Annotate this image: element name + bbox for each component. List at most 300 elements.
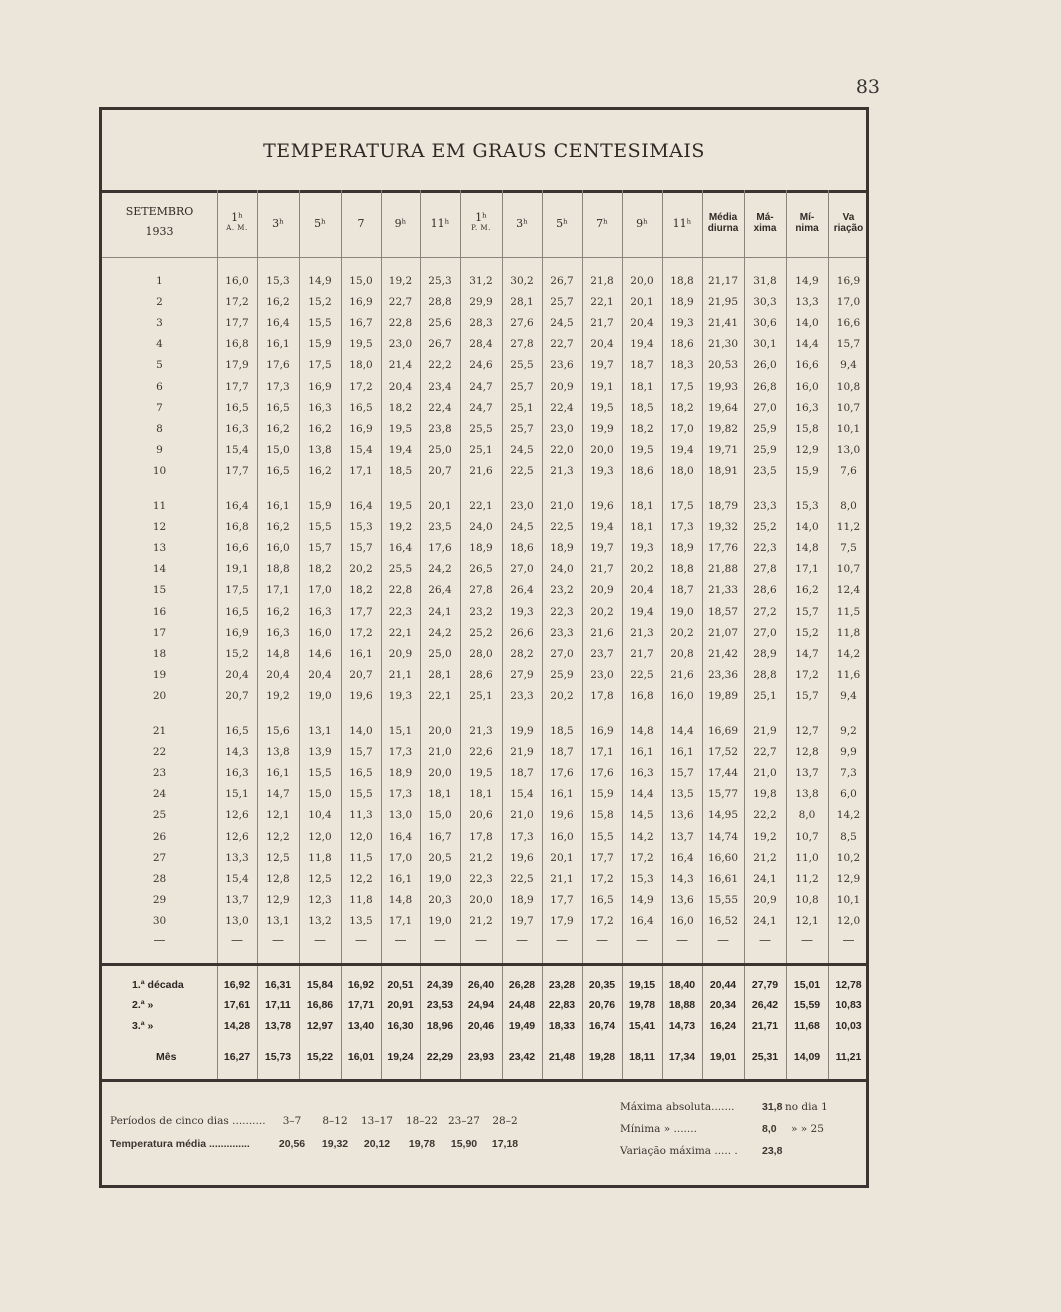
table-cell: 16,4 [388,830,413,843]
table-cell: 16,4 [388,542,413,555]
table-cell: 27,9 [510,668,534,681]
table-cell: 12,3 [308,893,332,906]
max-abs-label: Máxima absoluta....... [620,1101,735,1113]
day-number: 24 [152,788,167,801]
table-cell: 12,0 [836,914,861,927]
dash-mark: — [556,933,568,947]
table-cell: 13,3 [225,851,249,864]
summary-cell: 24,94 [467,999,495,1011]
table-cell: 19,6 [590,500,614,512]
temperature-table [99,107,869,1188]
table-cell: 17,8 [469,830,493,843]
summary-cell: 10,83 [835,999,862,1011]
table-cell: 22,3 [469,872,493,885]
table-cell: 18,79 [707,500,739,512]
table-cell: 21,42 [707,647,739,660]
table-cell: 11,5 [836,605,861,618]
table-cell: 16,5 [590,893,614,906]
table-cell: 17,3 [388,746,413,759]
table-cell: 21,0 [428,746,452,759]
table-cell: 15,8 [590,809,614,822]
table-cell: 20,53 [707,359,739,372]
table-cell: 28,4 [469,338,493,351]
table-cell: 28,8 [428,296,452,309]
table-cell: 19,0 [428,872,452,885]
table-cell: 12,9 [266,893,290,906]
table-cell: 17,2 [349,626,373,639]
table-cell: 15,4 [225,443,249,456]
table-cell: 15,5 [308,767,332,780]
summary-cell: 15,41 [628,1020,656,1032]
dash-mark: — [717,933,729,947]
table-cell: 24,2 [428,563,452,576]
table-cell: 16,3 [225,422,249,435]
table-cell: 15,3 [795,500,819,512]
table-cell: 16,0 [266,542,290,555]
table-cell: 24,5 [510,443,534,456]
dash-mark: — [314,933,326,947]
table-cell: 21,17 [707,275,739,287]
table-cell: 27,8 [753,563,777,576]
table-cell: 19,7 [590,542,614,555]
table-cell: 16,6 [795,359,819,372]
table-cell: 20,2 [590,605,614,618]
dash-mark: — [355,933,367,947]
day-number: 25 [152,809,167,822]
table-cell: 13,7 [225,893,249,906]
table-cell: 12,8 [795,746,819,759]
var-max-value: 23,8 [762,1145,783,1157]
table-cell: 14,5 [630,809,654,822]
column-header-main: 5ʰ [314,217,326,230]
table-cell: 19,32 [707,521,739,534]
table-cell: 24,5 [550,317,574,330]
table-cell: 21,2 [753,851,777,864]
table-cell: 20,2 [630,563,654,576]
summary-cell: 15,01 [793,979,821,991]
table-cell: 16,0 [795,380,819,393]
table-cell: 19,9 [590,422,614,435]
table-cell: 20,1 [428,500,452,512]
table-cell: 20,7 [349,668,373,681]
table-cell: 18,9 [670,296,694,309]
table-cell: 21,2 [469,851,493,864]
table-cell: 16,0 [670,689,694,702]
day-number: 11 [152,500,167,512]
summary-cell: 20,34 [709,999,737,1011]
table-cell: 18,0 [349,359,373,372]
table-cell: 13,5 [670,788,694,801]
summary-cell: 20,35 [588,979,616,991]
period-mean: 15,90 [450,1138,478,1150]
day-number: 5 [156,359,163,372]
dash-mark: — [676,933,688,947]
table-cell: 20,5 [428,851,452,864]
table-cell: 16,2 [266,296,290,309]
table-cell: 25,0 [428,647,452,660]
table-cell: 12,1 [266,809,290,822]
table-cell: 15,9 [308,338,332,351]
table-cell: 18,6 [630,464,654,477]
table-cell: 17,0 [670,422,694,435]
mean-temp-label: Temperatura média .............. [110,1138,250,1150]
table-cell: 10,7 [795,830,819,843]
table-cell: 18,9 [388,767,413,780]
day-number: 1 [156,275,163,287]
table-cell: 17,1 [590,746,614,759]
table-cell: 23,0 [590,668,614,681]
summary-divider [102,963,866,966]
table-cell: 17,2 [795,668,819,681]
table-cell: 19,5 [388,500,413,512]
table-cell: 24,7 [469,401,493,414]
column-header [299,218,341,230]
table-cell: 19,2 [388,521,413,534]
day-number: 14 [152,563,167,576]
table-cell: 17,9 [550,914,574,927]
table-cell: 17,2 [349,380,373,393]
table-cell: 18,9 [670,542,694,555]
table-cell: 17,76 [707,542,739,555]
table-cell: 12,8 [266,872,290,885]
table-cell: 18,8 [670,563,694,576]
table-cell: 16,1 [266,338,290,351]
table-cell: 12,6 [225,809,249,822]
dash-mark: — [272,933,284,947]
summary-cell: 16,01 [347,1051,375,1063]
table-cell: 21,3 [550,464,574,477]
table-cell: 15,0 [266,443,290,456]
table-cell: 19,4 [630,338,654,351]
table-cell: 15,0 [308,788,332,801]
table-cell: 21,1 [550,872,574,885]
table-cell: 16,0 [225,275,249,287]
summary-cell: 17,71 [347,999,375,1011]
table-cell: 13,6 [670,893,694,906]
table-cell: 10,4 [308,809,332,822]
table-cell: 21,3 [469,725,493,737]
table-cell: 23,2 [469,605,493,618]
table-cell: 17,3 [670,521,694,534]
table-cell: 18,8 [266,563,290,576]
summary-cell: 16,92 [223,979,251,991]
table-cell: 21,0 [550,500,574,512]
day-number: 19 [152,668,167,681]
table-cell: 24,1 [753,914,777,927]
table-cell: 19,4 [388,443,413,456]
table-cell: 14,7 [266,788,290,801]
summary-cell: 22,29 [426,1051,454,1063]
table-cell: 18,9 [510,893,534,906]
table-cell: 12,1 [795,914,819,927]
summary-cell: 16,30 [387,1020,414,1032]
day-number: 10 [152,464,167,477]
table-cell: 25,9 [753,443,777,456]
table-cell: 26,4 [428,584,452,597]
table-cell: 17,2 [225,296,249,309]
table-cell: 12,9 [795,443,819,456]
table-cell: 12,5 [308,872,332,885]
table-cell: 19,3 [630,542,654,555]
table-cell: 16,7 [349,317,373,330]
table-cell: 28,0 [469,647,493,660]
table-cell: 24,7 [469,380,493,393]
table-cell: 16,3 [308,401,332,414]
table-cell: 20,4 [590,338,614,351]
table-cell: 10,1 [836,422,861,435]
summary-cell: 20,46 [467,1020,495,1032]
table-cell: 15,5 [308,317,332,330]
day-number: 20 [152,689,167,702]
table-cell: 25,1 [753,689,777,702]
table-cell: 23,5 [428,521,452,534]
table-cell: 19,71 [707,443,739,456]
table-cell: 22,3 [388,605,413,618]
min-abs-suffix: » » 25 [791,1123,824,1135]
summary-cell: 19,49 [508,1020,536,1032]
table-cell: 20,9 [550,380,574,393]
table-cell: 16,2 [308,464,332,477]
table-cell: 22,8 [388,584,413,597]
table-cell: 15,5 [349,788,373,801]
table-cell: 20,7 [225,689,249,702]
table-cell: 21,7 [630,647,654,660]
table-cell: 22,1 [469,500,493,512]
summary-cell: 17,11 [265,999,291,1011]
column-header [257,218,299,230]
summary-cell: 16,27 [223,1051,251,1063]
table-cell: 21,2 [469,914,493,927]
table-cell: 16,9 [225,626,249,639]
table-cell: 28,3 [469,317,493,330]
table-cell: 22,2 [428,359,452,372]
table-cell: 17,7 [225,464,249,477]
summary-cell: 15,59 [793,999,821,1011]
table-cell: 16,1 [630,746,654,759]
table-cell: 27,0 [510,563,534,576]
var-max-label: Variação máxima ..... . [620,1145,738,1157]
table-cell: 17,3 [510,830,534,843]
table-cell: 22,2 [753,809,777,822]
table-cell: 18,91 [707,464,739,477]
period-mean: 17,18 [491,1138,519,1150]
summary-cell: 14,73 [668,1020,696,1032]
table-cell: 14,7 [795,647,819,660]
table-cell: 25,1 [510,401,534,414]
table-cell: 14,0 [795,317,819,330]
period-mean: 19,32 [321,1138,349,1150]
table-cell: 16,3 [630,767,654,780]
table-cell: 30,1 [753,338,777,351]
table-cell: 11,2 [795,872,819,885]
table-cell: 11,0 [795,851,819,864]
table-cell: 18,9 [469,542,493,555]
table-cell: 15,55 [707,893,739,906]
summary-cell: 19,28 [588,1051,616,1063]
table-cell: 22,5 [510,464,534,477]
table-cell: 14,0 [795,521,819,534]
table-cell: 18,7 [630,359,654,372]
table-cell: 18,2 [349,584,373,597]
table-cell: 21,1 [388,668,413,681]
table-cell: 15,1 [388,725,413,737]
day-number: 2 [156,296,163,309]
table-cell: 28,8 [753,668,777,681]
day-number: 12 [152,521,167,534]
table-cell: 14,4 [795,338,819,351]
summary-cell: 23,93 [467,1051,495,1063]
table-cell: 18,1 [630,380,654,393]
table-cell: 15,77 [707,788,739,801]
table-cell: 16,1 [266,767,290,780]
table-cell: 16,9 [836,275,861,287]
table-cell: 26,8 [753,380,777,393]
table-cell: 22,1 [428,689,452,702]
table-cell: 22,4 [428,401,452,414]
table-cell: 13,1 [308,725,332,737]
table-cell: 10,1 [836,893,861,906]
table-cell: 16,3 [266,626,290,639]
table-cell: 25,0 [428,443,452,456]
table-cell: 16,3 [225,767,249,780]
table-cell: 17,2 [630,851,654,864]
table-cell: 24,2 [428,626,452,639]
table-cell: 10,2 [836,851,861,864]
table-title: TEMPERATURA EM GRAUS CENTESIMAIS [263,140,705,162]
day-number: 26 [152,830,167,843]
table-cell: 13,5 [349,914,373,927]
table-cell: 23,6 [550,359,574,372]
table-cell: 7,6 [840,464,857,477]
table-cell: 11,6 [836,668,861,681]
table-cell: 27,8 [469,584,493,597]
table-cell: 16,9 [590,725,614,737]
column-header-main: 3ʰ [272,217,284,230]
table-cell: 26,7 [550,275,574,287]
table-cell: 20,7 [428,464,452,477]
table-cell: 13,0 [836,443,861,456]
table-cell: 19,4 [670,443,694,456]
header-month-label: SETEMBRO [125,205,194,218]
table-cell: 15,3 [349,521,373,534]
table-cell: 17,8 [590,689,614,702]
table-cell: 15,7 [795,605,819,618]
table-cell: 14,8 [388,893,413,906]
table-cell: 16,5 [266,401,290,414]
table-cell: 16,3 [308,605,332,618]
day-number: 28 [152,872,167,885]
min-abs-label: Mínima » ....... [620,1123,697,1135]
table-cell: 16,61 [707,872,739,885]
table-cell: 23,0 [388,338,413,351]
summary-cell: 16,74 [588,1020,616,1032]
summary-cell: 21,48 [548,1051,576,1063]
table-cell: 25,7 [510,422,534,435]
table-cell: 23,4 [428,380,452,393]
table-cell: 16,2 [266,521,290,534]
table-cell: 20,4 [308,668,332,681]
table-cell: 12,2 [266,830,290,843]
table-cell: 15,7 [836,338,861,351]
table-cell: 17,6 [550,767,574,780]
dash-mark: — [394,933,407,947]
column-header-sub: xima [753,223,777,234]
table-cell: 26,0 [753,359,777,372]
table-cell: 25,7 [510,380,534,393]
table-cell: 21,30 [707,338,739,351]
table-cell: 25,2 [469,626,493,639]
summary-cell: 18,96 [426,1020,454,1032]
table-cell: 9,4 [840,689,857,702]
table-cell: 18,8 [670,275,694,287]
table-cell: 16,6 [836,317,861,330]
table-cell: 16,52 [707,914,739,927]
table-cell: 18,3 [670,359,694,372]
table-cell: 11,5 [349,851,373,864]
title-box [102,110,866,193]
column-header-main: 11ʰ [672,217,692,230]
summary-cell: 23,53 [426,999,454,1011]
table-cell: 22,0 [550,443,574,456]
table-cell: 23,0 [510,500,534,512]
table-cell: 18,9 [550,542,574,555]
table-cell: 26,6 [510,626,534,639]
table-cell: 9,9 [840,746,857,759]
table-cell: 9,4 [840,359,857,372]
table-cell: 8,0 [840,500,857,512]
table-cell: 19,93 [707,380,739,393]
table-cell: 31,8 [753,275,777,287]
table-cell: 14,74 [707,830,739,843]
table-cell: 19,9 [510,725,534,737]
summary-cell: 14,09 [793,1051,821,1063]
summary-label: 2.ª » [132,999,154,1011]
footer-divider [102,1079,866,1082]
table-cell: 20,0 [630,275,654,287]
table-cell: 19,64 [707,401,739,414]
table-cell: 15,9 [590,788,614,801]
table-cell: 16,8 [225,338,249,351]
table-cell: 14,3 [225,746,249,759]
table-cell: 23,8 [428,422,452,435]
table-cell: 23,3 [753,500,777,512]
periods-label: Períodos de cinco dias .......... [110,1115,266,1127]
dash-mark: — [516,933,528,947]
table-cell: 11,8 [349,893,373,906]
day-number: 13 [152,542,167,555]
table-cell: 15,0 [349,275,373,287]
table-cell: 20,4 [225,668,249,681]
summary-cell: 10,03 [835,1020,862,1032]
table-cell: 19,2 [753,830,777,843]
day-number: 30 [152,914,167,927]
table-cell: 27,0 [550,647,574,660]
table-cell: 11,8 [836,626,861,639]
table-cell: 12,0 [308,830,332,843]
table-cell: 17,7 [590,851,614,864]
summary-cell: 20,44 [709,979,737,991]
table-cell: 21,6 [670,668,694,681]
table-cell: 16,0 [308,626,332,639]
summary-cell: 23,42 [508,1051,536,1063]
table-cell: 14,9 [308,275,332,287]
summary-cell: 12,97 [306,1020,334,1032]
table-cell: 12,4 [836,584,861,597]
table-cell: 22,1 [590,296,614,309]
column-header [622,218,662,230]
table-cell: 10,7 [836,401,861,414]
table-cell: 16,1 [266,500,290,512]
